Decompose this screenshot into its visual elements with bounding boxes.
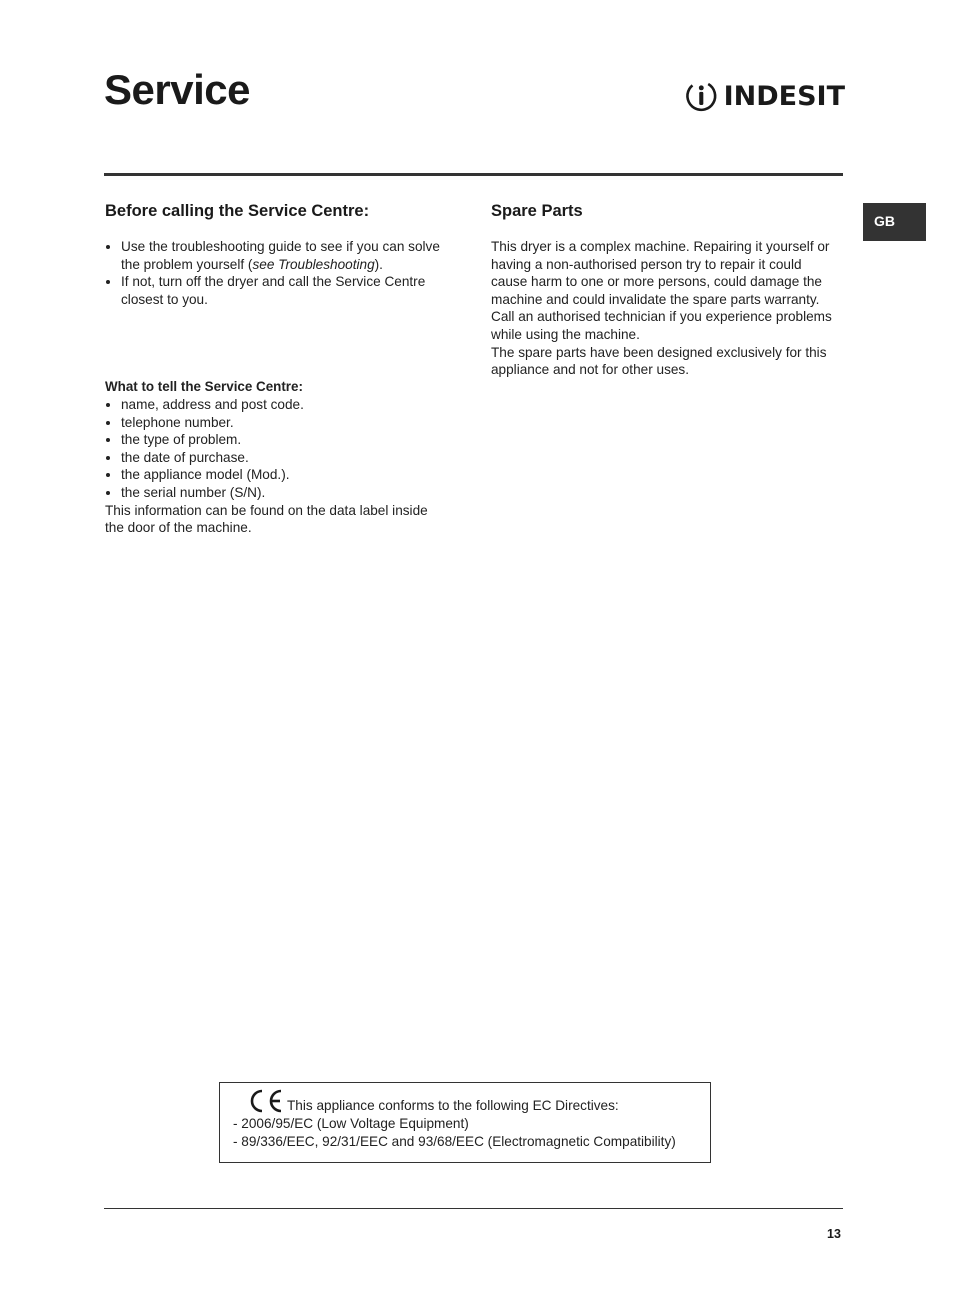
paragraph: The spare parts have been designed exclusively for this appliance and not for other uses. [491, 344, 827, 378]
troubleshooting-reference: see Troubleshooting [252, 256, 375, 272]
footer-divider [104, 1208, 843, 1209]
list-item: the appliance model (Mod.). [105, 466, 450, 484]
directive-line: - 2006/95/EC (Low Voltage Equipment) [233, 1116, 469, 1131]
logo-wordmark: INDESIT [723, 80, 845, 112]
before-calling-heading: Before calling the Service Centre: [105, 202, 370, 220]
page-number: 13 [827, 1227, 841, 1241]
spare-parts-heading: Spare Parts [491, 202, 583, 220]
indesit-i-logo-icon [685, 74, 718, 118]
left-column [105, 201, 450, 537]
list-item-text: ). [374, 256, 383, 272]
spare-parts-text [491, 238, 836, 379]
paragraph: Call an authorised technician if you experience problems while using the machine. [491, 309, 832, 342]
data-label-note: This information can be found on the data label inside the door of the machine. [105, 502, 428, 536]
page-title: Service [104, 66, 250, 113]
paragraph: This dryer is a complex machine. Repairing it yourself or having a non-authorised person try to repair it could cause harm to one or more persons, could damage the machine and could invalidate the spare parts warranty. [491, 239, 830, 307]
list-item: telephone number. [105, 414, 450, 432]
ce-mark-icon [247, 1087, 285, 1115]
ce-conformity-box [219, 1082, 711, 1163]
list-item [105, 238, 450, 273]
before-calling-list [105, 238, 450, 308]
indesit-logo [685, 74, 845, 118]
list-item: name, address and post code. [105, 396, 450, 414]
language-tab: GB [863, 203, 926, 241]
ce-intro-text: This appliance conforms to the following EC Directives: [287, 1098, 619, 1114]
list-item: the serial number (S/N). [105, 484, 450, 502]
list-item: If not, turn off the dryer and call the Service Centre closest to you. [105, 273, 450, 308]
header-divider [104, 173, 843, 176]
what-to-tell-list [105, 396, 450, 502]
what-to-tell-heading: What to tell the Service Centre: [105, 379, 303, 395]
list-item-text: Use the troubleshooting guide to see if you can solve the problem yourself ( [121, 239, 440, 272]
directive-line: - 89/336/EEC, 92/31/EEC and 93/68/EEC (Electromagnetic Compatibility) [233, 1133, 676, 1149]
list-item: the date of purchase. [105, 449, 450, 467]
list-item: the type of problem. [105, 431, 450, 449]
right-column [491, 201, 836, 379]
